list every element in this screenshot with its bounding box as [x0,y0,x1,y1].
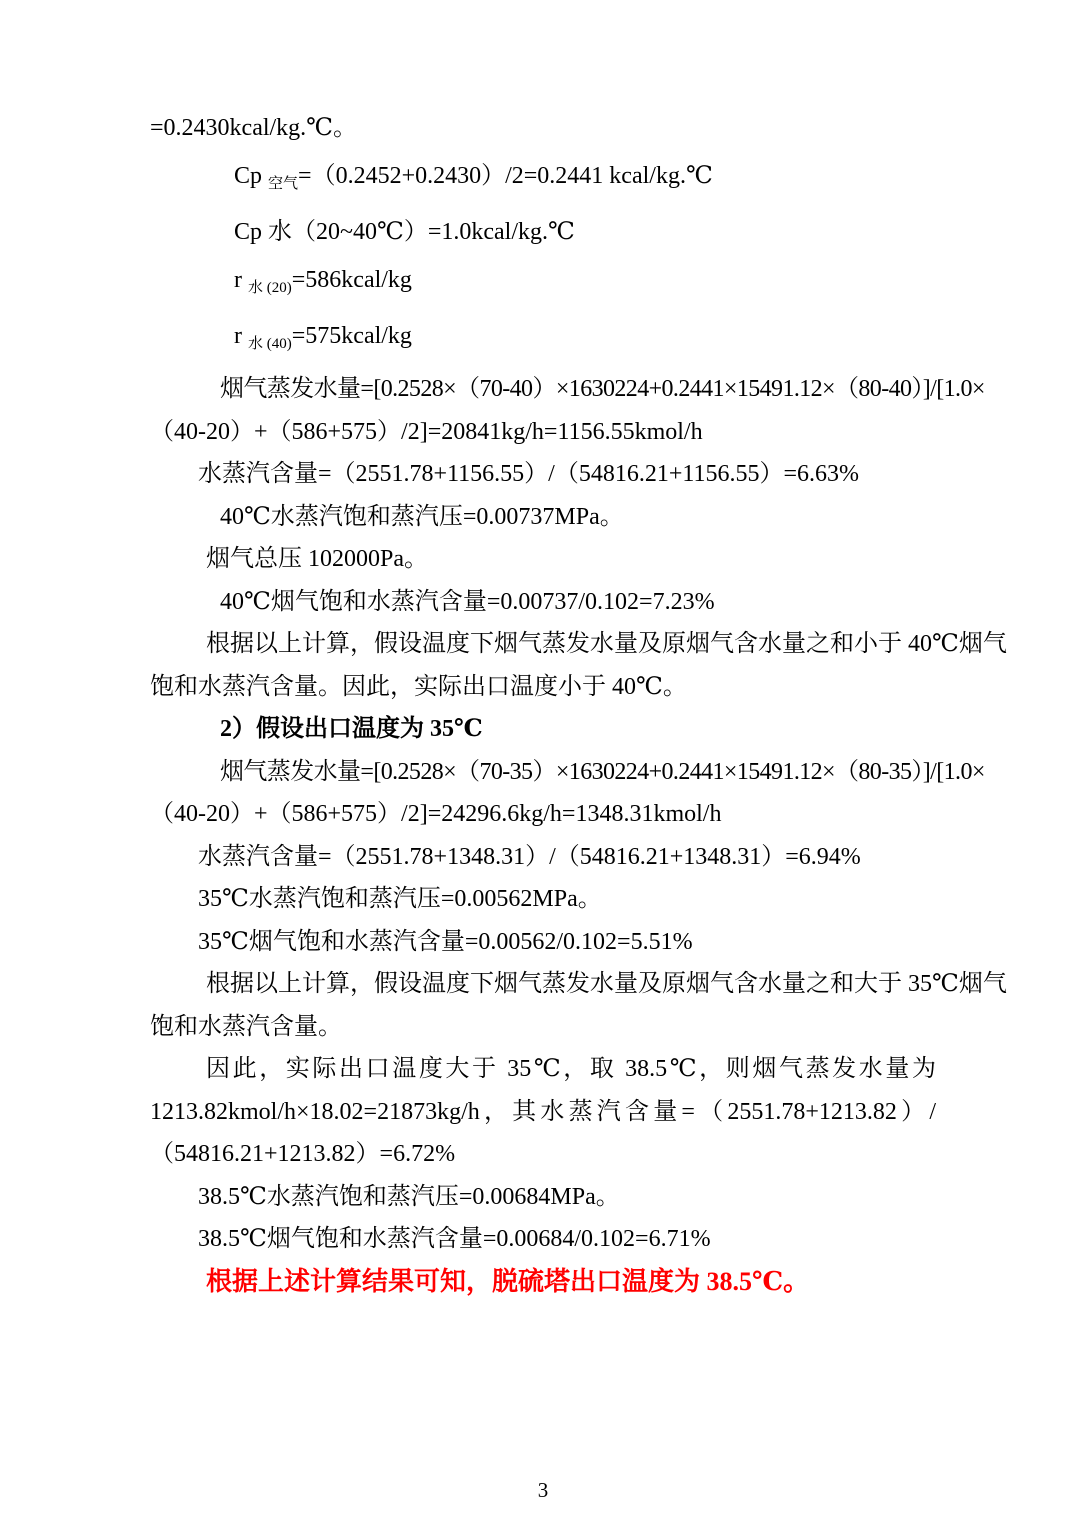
formula-subscript: 水 (20) [248,280,292,296]
formula-subscript: 空气 [268,176,299,192]
paragraph-conclusion-40c-part2: 饱和水蒸汽含量。因此，实际出口温度小于 40℃。 [150,673,687,700]
document-body [150,104,1007,1303]
formula-symbol: r [234,267,248,293]
formula-r-water-40 [150,312,936,368]
formula-expression: =575kcal/kg [291,323,412,349]
paragraph-conclusion-35c-part2: 饱和水蒸汽含量。 [150,1013,342,1040]
formula-symbol: Cp [234,163,269,189]
formula-subscript: 水 (40) [248,336,292,352]
statement-total-pressure: 烟气总压 102000Pa。 [206,546,428,572]
paragraph-conclusion-40c-part1: 根据以上计算，假设温度下烟气蒸发水量及原烟气含水量之和小于 40℃烟气 [206,631,1007,657]
formula-cp-water: Cp 水（20~40℃）=1.0kcal/kg.℃ [234,219,575,245]
formula-cp-flue-continuation: =0.2430kcal/kg.℃。 [150,115,358,141]
heading-assumption-35c: 2）假设出口温度为 35℃ [220,716,483,742]
paragraph-conclusion-35c-part1: 根据以上计算，假设温度下烟气蒸发水量及原烟气含水量之和大于 35℃烟气 [206,971,1007,997]
formula-evaporation-40c-part2: （40-20）+（586+575）/2]=20841kg/h=1156.55kmol/h [150,418,703,445]
paragraph-take-385c-part1: 因此，实际出口温度大于 35℃，取 38.5℃，则烟气蒸发水量为 [206,1056,936,1082]
paragraph-take-385c-part2: 1213.82kmol/h×18.02=21873kg/h，其水蒸汽含量=（2551.78+1213.82）/ [150,1098,936,1125]
formula-r-water-20 [150,256,936,312]
formula-symbol: r [234,323,248,349]
formula-saturated-vapor-content-385c: 38.5℃烟气饱和水蒸汽含量=0.00684/0.102=6.71% [198,1226,711,1252]
formula-vapor-content-35c: 水蒸汽含量=（2551.78+1348.31）/（54816.21+1348.31）=6.94% [198,843,861,870]
formula-evaporation-35c-part2: （40-20）+（586+575）/2]=24296.6kg/h=1348.31kmol/h [150,801,722,827]
conclusion-highlight: 根据上述计算结果可知，脱硫塔出口温度为 38.5℃。 [206,1266,810,1296]
formula-expression: =586kcal/kg [291,267,412,293]
formula-saturation-pressure-385c: 38.5℃水蒸汽饱和蒸汽压=0.00684MPa。 [198,1183,620,1210]
formula-saturated-vapor-content-35c: 35℃烟气饱和水蒸汽含量=0.00562/0.102=5.51% [198,928,693,955]
formula-evaporation-40c-part1: 烟气蒸发水量=[0.2528×（70-40）×1630224+0.2441×15491.12×（80-40）]/[1.0× [220,376,985,402]
formula-saturated-vapor-content-40c: 40℃烟气饱和水蒸汽含量=0.00737/0.102=7.23% [220,588,715,615]
formula-saturation-pressure-35c: 35℃水蒸汽饱和蒸汽压=0.00562MPa。 [198,886,602,912]
formula-evaporation-35c-part1: 烟气蒸发水量=[0.2528×（70-35）×1630224+0.2441×15491.12×（80-35）]/[1.0× [220,758,985,785]
formula-cp-air [150,152,936,208]
formula-expression: =（0.2452+0.2430）/2=0.2441 kcal/kg.℃ [298,163,713,189]
page-number: 3 [537,1478,549,1502]
paragraph-take-385c-part3: （54816.21+1213.82）=6.72% [150,1141,456,1167]
formula-vapor-content-40c: 水蒸汽含量=（2551.78+1156.55）/（54816.21+1156.55）=6.63% [198,461,860,487]
formula-saturation-pressure-40c: 40℃水蒸汽饱和蒸汽压=0.00737MPa。 [220,503,624,530]
